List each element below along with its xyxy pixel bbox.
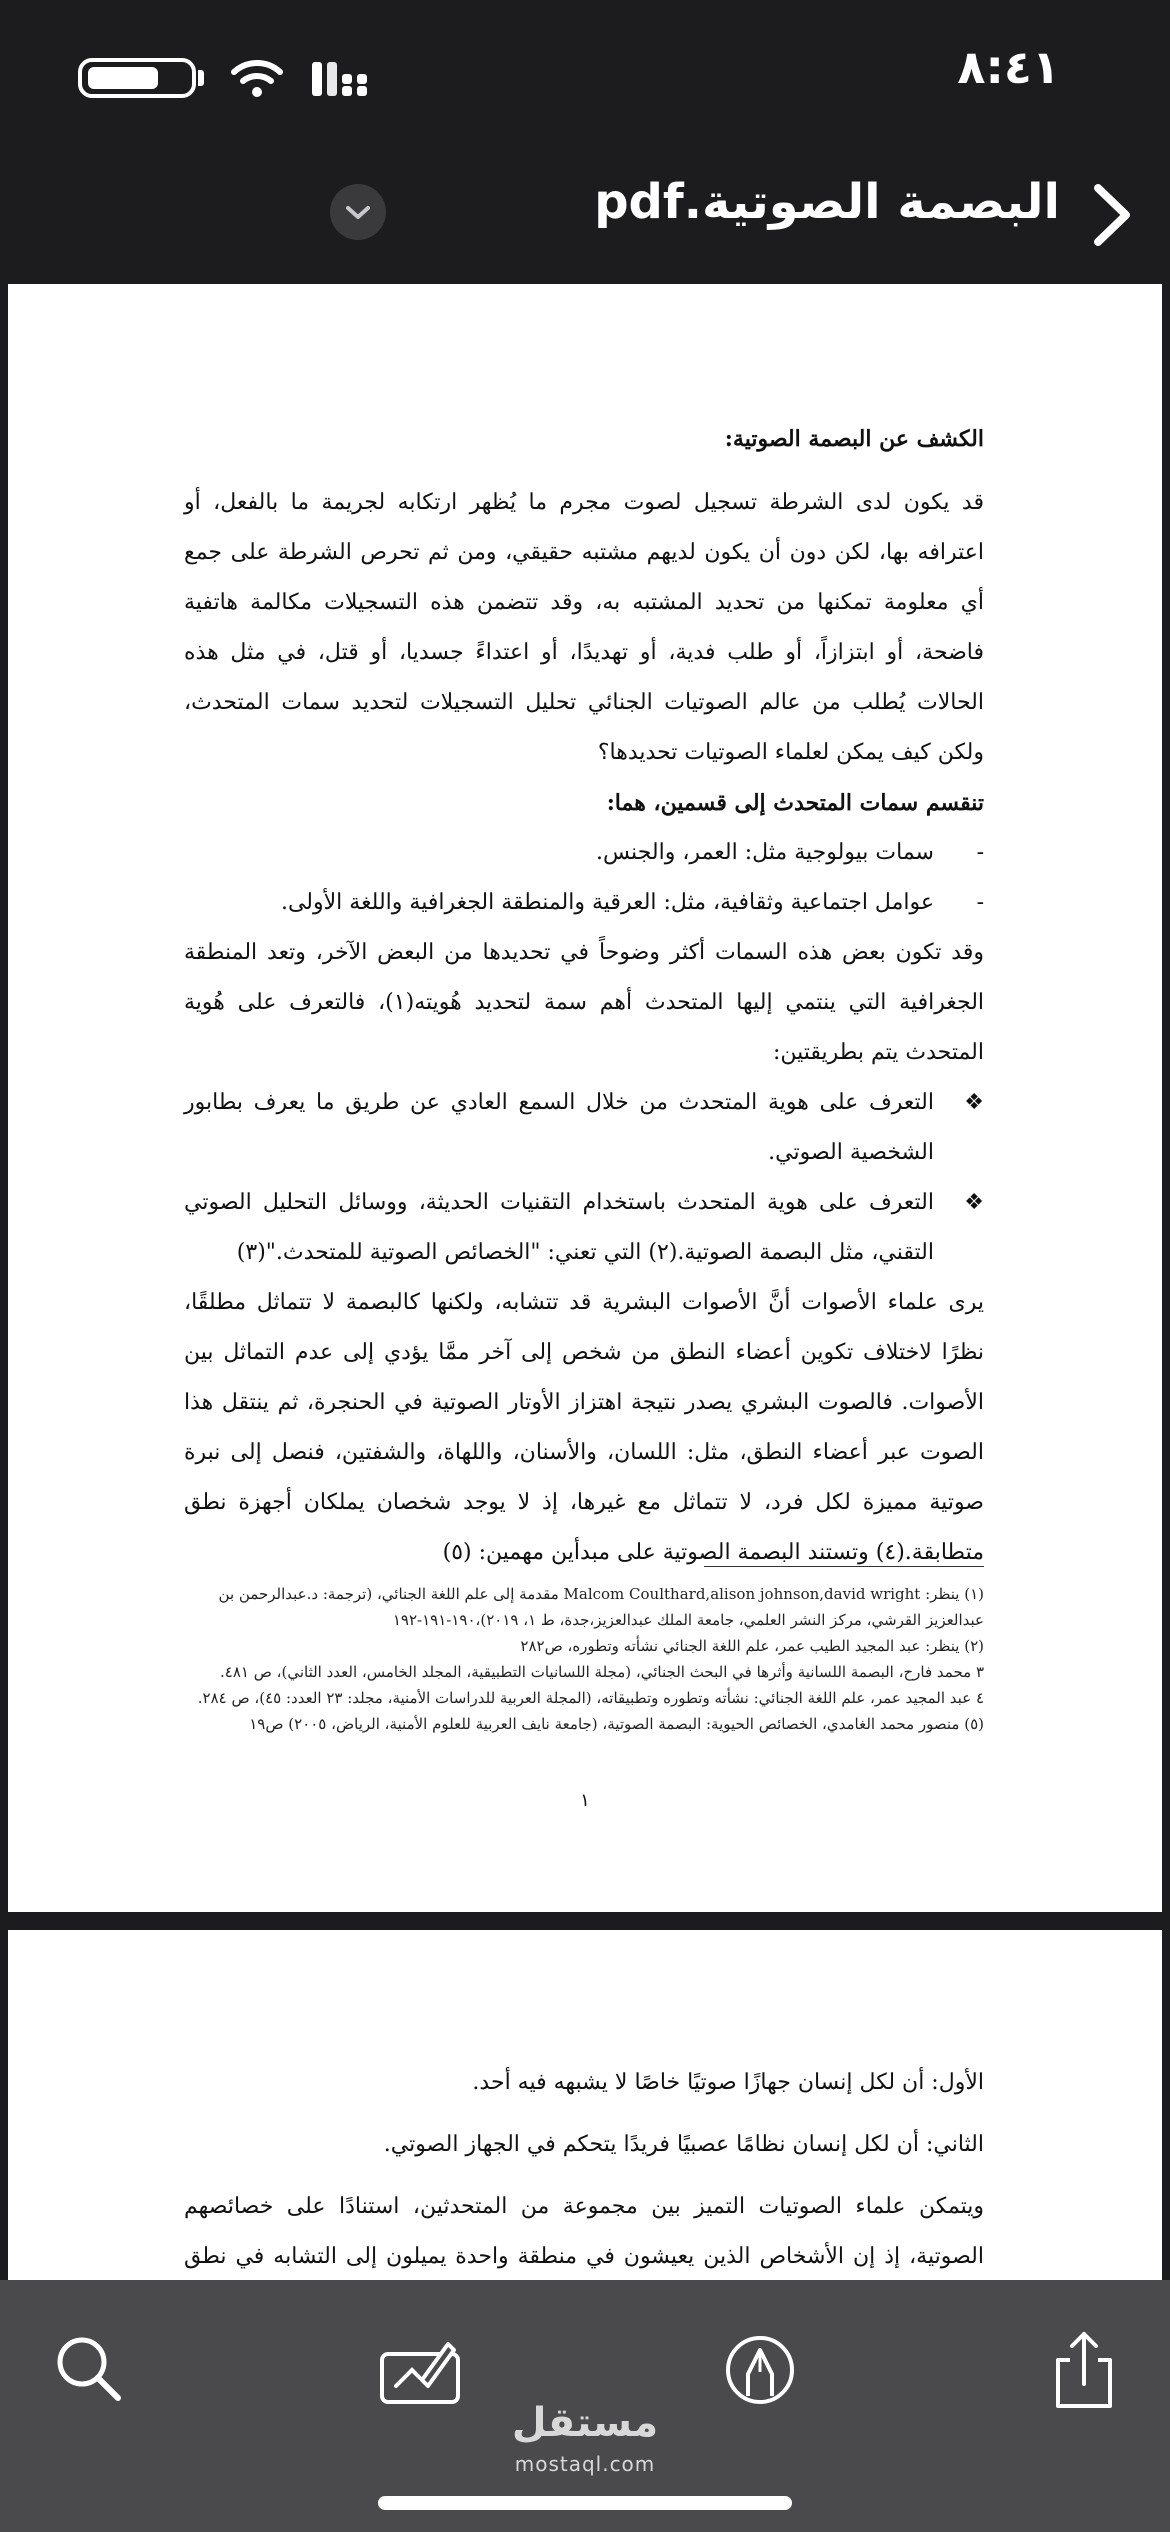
diamond-bullet-item: ❖ التعرف على هوية المتحدث من خلال السمع العادي عن طريق ما يعرف بطابور الشخصية الصوتي.	[184, 1078, 984, 1178]
status-icons	[78, 56, 372, 100]
section-heading: الكشف عن البصمة الصوتية:	[724, 426, 984, 452]
cellular-signal-icon	[310, 58, 372, 98]
paragraph: قد يكون لدى الشرطة تسجيل لصوت مجرم ما يُظهر ارتكابه لجريمة ما بالفعل، أو اعترافه بها، لكن دون أن يكون لديهم مشتبه حقيقي، ومن ثم تحرص الشرطة على جمع أي معلومة تمكنها من تحديد المشتبه به، وقد تتضمن هذه التسجيلات مكالمة هاتفية فاضحة، أو ابتزازاً، أو طلب فدية، أو تهديدًا، أو اعتداءً جسديا، أو قتل، في مثل هذه الحالات يُطلب من عالم الصوتيات الجنائي تحليل التسجيلات لتحديد سمات المتحدث، ولكن كيف يمكن لعلماء الصوتيات تحديدها؟	[184, 490, 984, 765]
wifi-icon	[230, 58, 284, 98]
page-1-content	[184, 414, 984, 1578]
footnotes	[184, 1566, 984, 1737]
watermark-url: mostaql.com	[514, 2452, 656, 2476]
chevron-down-icon	[344, 202, 372, 222]
bullet-item: - عوامل اجتماعية وثقافية، مثل: العرقية والمنطقة الجغرافية واللغة الأولى.	[184, 878, 984, 928]
pdf-page-1[interactable]	[8, 284, 1162, 1912]
home-indicator[interactable]	[378, 2496, 792, 2510]
navigation-bar	[0, 150, 1170, 280]
bottom-toolbar	[0, 2280, 1170, 2532]
document-title[interactable]: البصمة الصوتية.pdf	[594, 174, 1060, 230]
battery-icon	[78, 58, 204, 98]
title-menu-button[interactable]	[330, 184, 386, 240]
footnote: (٢) ينظر: عبد المجيد الطيب عمر، علم اللغة الجنائي نشأته وتطوره، ص٢٨٢	[520, 1637, 984, 1655]
paragraph: يرى علماء الأصوات أنَّ الأصوات البشرية قد تتشابه، ولكنها كالبصمة لا تتماثل مطلقًا، نظرًا لاختلاف تكوين أعضاء النطق من شخص إلى آخر ممَّا يؤدي إلى عدم التماثل بين الأصوات. فالصوت البشري يصدر نتيجة اهتزاز الأوتار الصوتية في الحنجرة، ثم ينتقل هذا الصوت عبر أعضاء النطق، مثل: اللسان، والأسنان، واللهاة، والشفتين، فنصل إلى نبرة صوتية مميزة لكل فرد، لا تتماثل مع غيرها، إذ لا يوجد شخصان يملكان أجهزة نطق متطابقة.(٤) وتستند البصمة الصوتية على مبدأين مهمين: (٥)	[184, 1290, 984, 1565]
page-number: ١	[580, 1790, 590, 1811]
footnote: ٣ محمد فارح، البصمة اللسانية وأثرها في البحث الجنائي، (مجلة اللسانيات التطبيقية، المجلد الخامس، العدد الثاني)، ص ٤٨١.	[220, 1663, 984, 1681]
footnote: ٤ عبد المجيد عمر، علم اللغة الجنائي: نشأته وتطوره وتطبيقاته، (المجلة العربية للدراسات الأمنية، مجلد: ٢٣ العدد: ٤٥)، ص ٢٨٤.	[197, 1689, 984, 1707]
paragraph: وقد تكون بعض هذه السمات أكثر وضوحاً في تحديدها من البعض الآخر، وتعد المنطقة الجغرافية التي ينتمي إليها المتحدث أهم سمة لتحديد هُويته(١)، فالتعرف على هُوية المتحدث يتم بطريقتين:	[184, 940, 985, 1065]
back-chevron-icon[interactable]	[1076, 178, 1146, 252]
diamond-bullet-item: ❖ التعرف على هوية المتحدث باستخدام التقنيات الحديثة، ووسائل التحليل الصوتي التقني، مثل البصمة الصوتية.(٢) التي تعني: "الخصائص الصوتية للمتحدث."(٣)	[184, 1178, 984, 1278]
footnote: (١) ينظر: Malcom Coulthard,alison johnson,david wright مقدمة إلى علم اللغة الجنائي، (ترجمة: د.عبدالرحمن بن عبدالعزيز القرشي، مركز النشر العلمي، جامعة الملك عبدالعزيز،جدة، ط ١، ٢٠١٩)،١٩٠-١٩١-١٩٢	[218, 1585, 984, 1629]
pdf-page-2[interactable]	[8, 1930, 1162, 2280]
paragraph: ويتمكن علماء الصوتيات التميز بين مجموعة من المتحدثين، استنادًا على خصائصهم الصوتية، إذ إن الأشخاص الذين يعيشون في منطقة واحدة يميلون إلى التشابه في نطق	[184, 2194, 984, 2269]
subheading: تنقسم سمات المتحدث إلى قسمين، هما:	[606, 790, 984, 816]
watermark-logo: مستقل	[511, 2400, 659, 2446]
footnote: (٥) منصور محمد الغامدي، الخصائص الحيوية: البصمة الصوتية، (جامعة نايف العربية للعلوم الأمنية، الرياض، ٢٠٠٥) ص١٩	[249, 1715, 984, 1733]
status-time: ٨:٤١	[957, 40, 1060, 94]
footnote-divider	[704, 1566, 984, 1567]
status-bar	[0, 0, 1170, 150]
paragraph: الأول: أن لكل إنسان جهازًا صوتيًا خاصًا لا يشبهه فيه أحد.	[472, 2070, 984, 2095]
paragraph: الثاني: أن لكل إنسان نظامًا عصبيًا فريدًا يتحكم في الجهاز الصوتي.	[383, 2132, 984, 2157]
bullet-item: - سمات بيولوجية مثل: العمر، والجنس.	[184, 828, 984, 878]
